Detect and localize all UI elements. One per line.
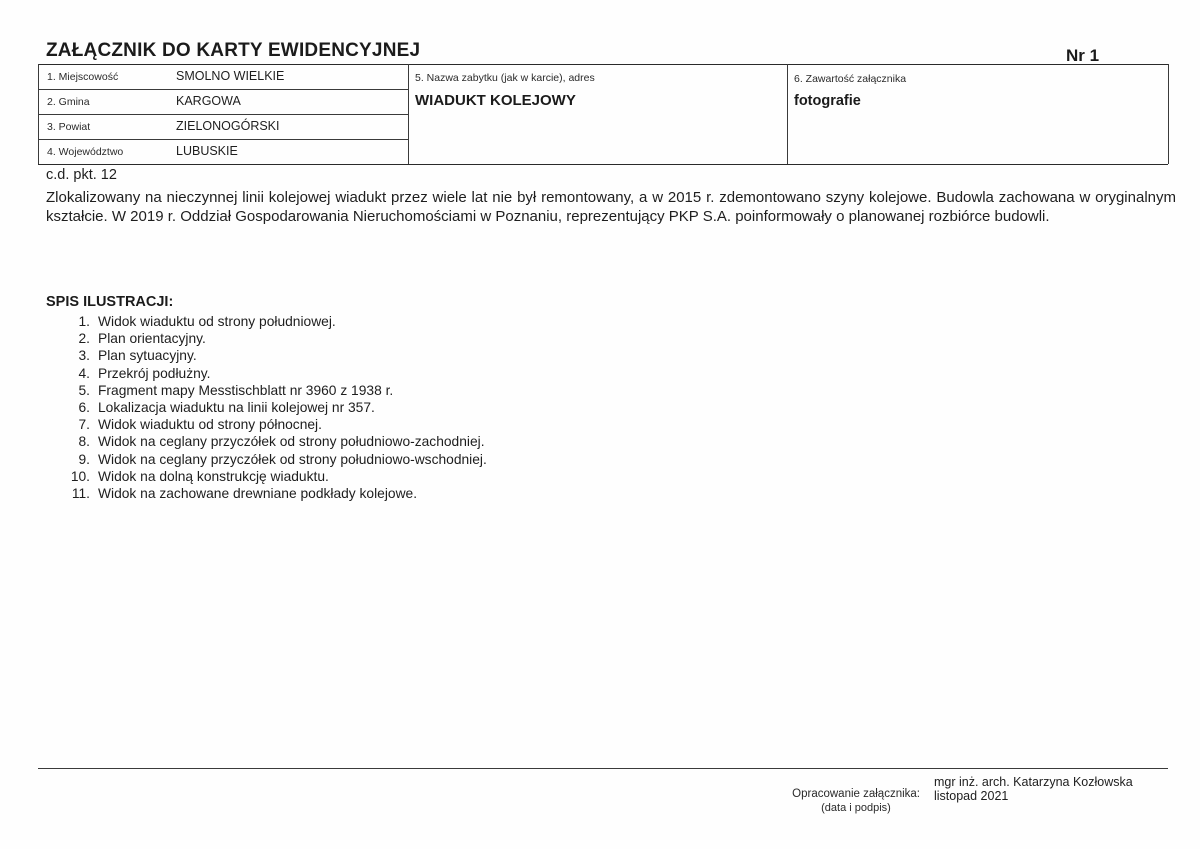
- list-item-number: 6.: [78, 399, 90, 415]
- list-item-text: Widok wiaduktu od strony północnej.: [98, 417, 322, 433]
- attachment-contents-label: 6. Zawartość załącznika: [794, 73, 907, 85]
- list-item-number: 7.: [78, 417, 90, 433]
- list-item-text: Lokalizacja wiaduktu na linii kolejowej nr 357.: [98, 399, 375, 415]
- list-item-text: Widok na dolną konstrukcję wiaduktu.: [98, 468, 329, 484]
- continuation-label: c.d. pkt. 12: [46, 167, 117, 183]
- list-item-number: 2.: [78, 331, 90, 347]
- list-item-number: 10.: [70, 468, 90, 484]
- list-item-text: Przekrój podłużny.: [98, 365, 211, 381]
- list-item-text: Plan sytuacyjny.: [98, 348, 197, 364]
- field-row-voivodeship: [38, 139, 408, 164]
- field-label: 1. Miejscowość: [47, 71, 119, 83]
- illustrations-heading: SPIS ILUSTRACJI:: [46, 294, 174, 310]
- field-label: 4. Województwo: [47, 146, 124, 158]
- prepared-by-label: Opracowanie załącznika:: [792, 788, 920, 800]
- monument-name-value: WIADUKT KOLEJOWY: [415, 92, 576, 109]
- field-value: SMOLNO WIELKIE: [176, 69, 285, 83]
- monument-name-label: 5. Nazwa zabytku (jak w karcie), adres: [415, 72, 595, 84]
- author-name: mgr inż. arch. Katarzyna Kozłowska: [934, 775, 1133, 789]
- field-value: LUBUSKIE: [176, 144, 238, 158]
- date-signature-label: (data i podpis): [821, 802, 891, 814]
- list-item-number: 4.: [78, 365, 90, 381]
- footer-divider: [38, 768, 1168, 769]
- attachment-number: Nr 1: [1066, 46, 1100, 65]
- preparation-date: listopad 2021: [934, 789, 1009, 803]
- field-label: 3. Powiat: [47, 121, 91, 133]
- field-row-town: [38, 64, 408, 90]
- column-divider-2: [787, 64, 788, 164]
- table-bottom-border: [38, 164, 1168, 165]
- list-item-text: Widok na ceglany przyczółek od strony południowo-wschodniej.: [98, 451, 487, 467]
- field-row-county: [38, 114, 408, 140]
- field-label: 2. Gmina: [47, 96, 90, 108]
- list-item-text: Plan orientacyjny.: [98, 331, 206, 347]
- list-item-number: 11.: [71, 485, 90, 501]
- list-item-number: 3.: [78, 348, 90, 364]
- list-item-text: Fragment mapy Messtischblatt nr 3960 z 1938 r.: [98, 382, 394, 398]
- field-value: KARGOWA: [176, 94, 241, 108]
- attachment-contents-value: fotografie: [794, 93, 861, 109]
- column-divider-1: [408, 64, 409, 164]
- field-row-municipality: [38, 89, 408, 115]
- document-title: ZAŁĄCZNIK DO KARTY EWIDENCYJNEJ: [46, 40, 421, 61]
- list-item-text: Widok na zachowane drewniane podkłady kolejowe.: [98, 485, 418, 501]
- list-item-number: 5.: [78, 382, 90, 398]
- list-item-text: Widok na ceglany przyczółek od strony południowo-zachodniej.: [98, 434, 485, 450]
- table-right-border: [1168, 64, 1169, 164]
- field-value: ZIELONOGÓRSKI: [176, 119, 280, 133]
- list-item-number: 9.: [78, 451, 90, 467]
- list-item-text: Widok wiaduktu od strony południowej.: [98, 314, 336, 329]
- list-item-number: 1.: [78, 314, 90, 329]
- description-paragraph: Zlokalizowany na nieczynnej linii kolejowej wiadukt przez wiele lat nie był remontowany, a w 2015 r. zdemontowano szyny kolejowe. Budowla zachowana w oryginalnym kształcie. W 2019 r. Oddział Gospodarowania Nieruchomościami w Poznaniu, reprezentujący PKP S.A. poinformowały o planowanej rozbiórce budowli.: [46, 189, 1176, 225]
- list-item-number: 8.: [78, 434, 90, 450]
